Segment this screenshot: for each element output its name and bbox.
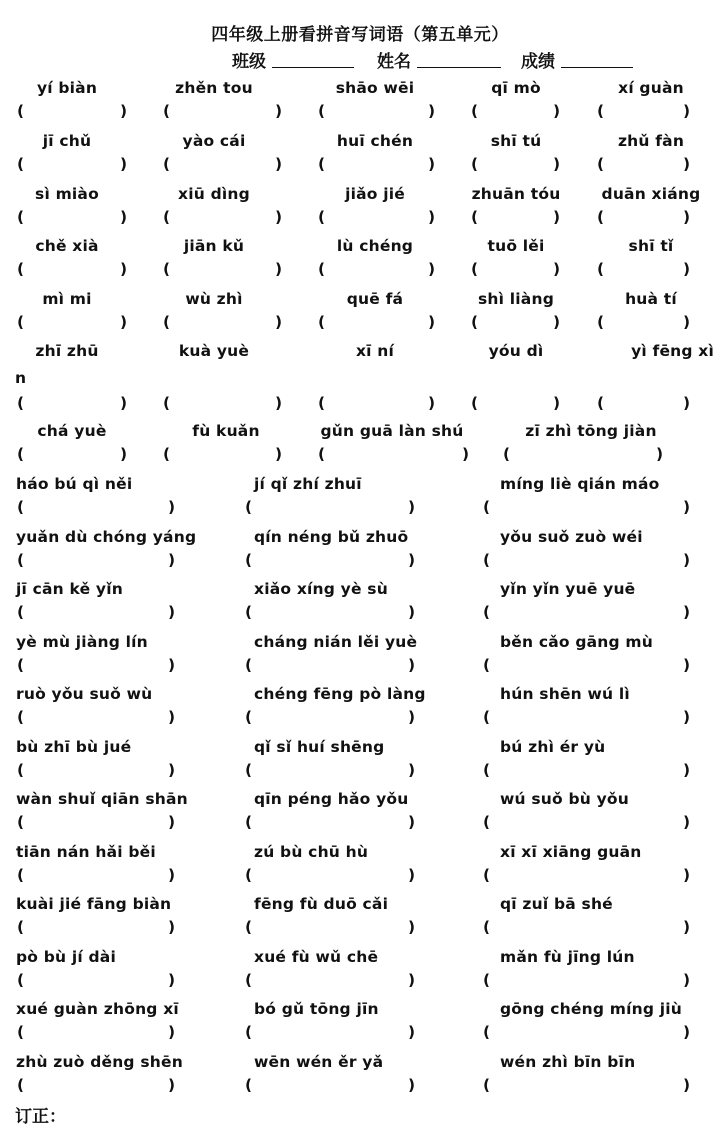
pinyin-word: kuài jié fāng biàn <box>16 895 172 913</box>
answer-box-open-paren: ( <box>17 970 25 989</box>
answer-box-open-paren: ( <box>245 813 253 831</box>
answer-box-answer-close-paren[interactable]: ) <box>168 1075 176 1094</box>
answer-box-answer-close-paren[interactable]: ) <box>168 550 176 569</box>
pinyin-word: mì mi <box>42 290 92 308</box>
answer-box-answer-close-paren[interactable]: ) <box>683 603 691 621</box>
answer-box-open-paren: ( <box>483 813 491 831</box>
pinyin-word: chě xià <box>35 237 99 255</box>
answer-box-answer-close-paren[interactable]: ) <box>120 445 128 463</box>
answer-box-answer-close-paren[interactable]: ) <box>683 760 691 779</box>
answer-box-open-paren: ( <box>483 970 491 989</box>
answer-box-answer-close-paren[interactable]: ) <box>683 918 691 936</box>
answer-box-open-paren: ( <box>503 445 511 463</box>
answer-box-open-paren: ( <box>245 760 253 779</box>
answer-box-open-paren: ( <box>597 313 605 331</box>
pinyin-word: yè mù jiàng lín <box>16 632 148 651</box>
answer-box-answer-close-paren[interactable]: ) <box>408 603 416 621</box>
answer-box-answer-close-paren[interactable]: ) <box>683 394 691 412</box>
pinyin-word: zhěn tou <box>175 79 253 97</box>
answer-box-open-paren: ( <box>471 155 479 173</box>
answer-box-answer-close-paren[interactable]: ) <box>408 1075 416 1094</box>
pinyin-word: ruò yǒu suǒ wù <box>16 685 153 703</box>
answer-box-answer-close-paren[interactable]: ) <box>683 102 691 120</box>
answer-box-open-paren: ( <box>17 498 25 516</box>
answer-box-open-paren: ( <box>17 260 25 278</box>
answer-box-answer-close-paren[interactable]: ) <box>553 313 561 331</box>
answer-box-open-paren: ( <box>483 1075 491 1094</box>
name-label: 姓名 <box>377 52 411 72</box>
pinyin-word: wēn wén ěr yǎ <box>254 1052 384 1071</box>
pinyin-word: zhù zuò děng shēn <box>16 1052 183 1071</box>
answer-box-open-paren: ( <box>483 708 491 726</box>
page-title: 四年级上册看拼音写词语（第五单元） <box>211 25 509 45</box>
answer-box-open-paren: ( <box>471 313 479 331</box>
pinyin-word: zhī zhū <box>35 342 99 360</box>
answer-box-open-paren: ( <box>318 155 326 173</box>
pinyin-word: bù zhī bù jué <box>16 737 132 756</box>
pinyin-word: qǐ sǐ huí shēng <box>254 737 385 756</box>
answer-box-open-paren: ( <box>163 102 171 120</box>
pinyin-word: huī chén <box>336 132 414 150</box>
answer-box-open-paren: ( <box>17 208 25 226</box>
answer-box-answer-close-paren[interactable]: ) <box>168 498 176 516</box>
answer-box-answer-close-paren[interactable]: ) <box>683 260 691 278</box>
pinyin-word: qín néng bǔ zhuō <box>254 527 409 546</box>
answer-box-open-paren: ( <box>17 445 25 463</box>
correction-label: 订正： <box>15 1107 66 1127</box>
answer-box-answer-close-paren[interactable]: ) <box>683 155 691 173</box>
answer-box-open-paren: ( <box>17 550 25 569</box>
answer-box-answer-close-paren[interactable]: ) <box>275 102 283 120</box>
answer-box-answer-close-paren[interactable]: ) <box>275 445 283 463</box>
answer-box-open-paren: ( <box>245 498 253 516</box>
class-blank[interactable] <box>272 67 354 68</box>
answer-box-open-paren: ( <box>245 865 253 884</box>
answer-box-open-paren: ( <box>17 603 25 621</box>
pinyin-word: tiān nán hǎi běi <box>16 842 156 861</box>
name-blank[interactable] <box>417 67 501 68</box>
answer-box-answer-close-paren[interactable]: ) <box>553 102 561 120</box>
pinyin-word: shāo wēi <box>335 79 415 97</box>
answer-box-answer-close-paren[interactable]: ) <box>168 1023 176 1041</box>
answer-box-answer-close-paren[interactable]: ) <box>553 155 561 173</box>
pinyin-word: wén zhì bīn bīn <box>500 1052 636 1071</box>
answer-box-open-paren: ( <box>17 1023 25 1041</box>
answer-box-answer-close-paren[interactable]: ) <box>408 655 416 674</box>
answer-box-open-paren: ( <box>483 865 491 884</box>
answer-box-open-paren: ( <box>17 313 25 331</box>
pinyin-word: shì liàng <box>478 290 554 308</box>
answer-box-answer-close-paren[interactable]: ) <box>656 445 664 463</box>
answer-box-open-paren: ( <box>163 155 171 173</box>
answer-box-answer-close-paren[interactable]: ) <box>120 208 128 226</box>
answer-box-open-paren: ( <box>483 1023 491 1041</box>
answer-box-open-paren: ( <box>163 260 171 278</box>
answer-box-answer-close-paren[interactable]: ) <box>168 655 176 674</box>
answer-box-answer-close-paren[interactable]: ) <box>428 155 436 173</box>
answer-box-open-paren: ( <box>17 655 25 674</box>
pinyin-word: xí guàn <box>618 79 684 97</box>
answer-box-answer-close-paren[interactable]: ) <box>275 208 283 226</box>
answer-box-open-paren: ( <box>17 760 25 779</box>
pinyin-word: duān xiáng <box>601 185 701 203</box>
answer-box-answer-close-paren[interactable]: ) <box>683 655 691 674</box>
answer-box-open-paren: ( <box>483 918 491 936</box>
pinyin-word: zhǔ fàn <box>617 132 685 150</box>
answer-box-open-paren: ( <box>163 445 171 463</box>
pinyin-word: jiān kǔ <box>183 237 245 255</box>
pinyin-word: yuǎn dù chóng yáng <box>16 527 197 546</box>
answer-box-answer-close-paren[interactable]: ) <box>168 865 176 884</box>
answer-box-open-paren: ( <box>245 708 253 726</box>
answer-box-open-paren: ( <box>17 708 25 726</box>
pinyin-word: yí biàn <box>36 79 98 97</box>
answer-box-answer-close-paren[interactable]: ) <box>275 260 283 278</box>
answer-box-open-paren: ( <box>597 394 605 412</box>
answer-box-open-paren: ( <box>245 655 253 674</box>
answer-box-answer-close-paren[interactable]: ) <box>683 865 691 884</box>
answer-box-answer-close-paren[interactable]: ) <box>683 498 691 516</box>
answer-box-answer-close-paren[interactable]: ) <box>408 970 416 989</box>
pinyin-word: qī zuǐ bā shé <box>500 895 613 913</box>
pinyin-word: cháng nián lěi yuè <box>254 632 418 651</box>
pinyin-word: xué guàn zhōng xī <box>16 1000 179 1018</box>
pinyin-word: yì fēng xì <box>631 342 714 360</box>
answer-box-answer-close-paren[interactable]: ) <box>408 1023 416 1041</box>
answer-box-open-paren: ( <box>17 102 25 120</box>
pinyin-word: shī tǐ <box>628 237 674 255</box>
answer-box-answer-close-paren[interactable]: ) <box>168 603 176 621</box>
answer-box-answer-close-paren[interactable]: ) <box>275 313 283 331</box>
score-label: 成绩 <box>521 52 555 72</box>
answer-box-answer-close-paren[interactable]: ) <box>683 550 691 569</box>
answer-box-open-paren: ( <box>483 498 491 516</box>
answer-box-answer-close-paren[interactable]: ) <box>683 208 691 226</box>
pinyin-word: zhuān tóu <box>471 185 561 203</box>
answer-box-answer-close-paren[interactable]: ) <box>168 813 176 831</box>
answer-box-open-paren: ( <box>483 655 491 674</box>
pinyin-word: yóu dì <box>488 342 544 360</box>
answer-box-answer-close-paren[interactable]: ) <box>275 155 283 173</box>
answer-box-open-paren: ( <box>597 208 605 226</box>
pinyin-word: gǔn guā làn shú <box>320 422 464 440</box>
answer-box-open-paren: ( <box>17 155 25 173</box>
pinyin-word: huà tí <box>625 290 677 308</box>
answer-box-answer-close-paren[interactable]: ) <box>683 1023 691 1041</box>
answer-box-open-paren: ( <box>471 394 479 412</box>
pinyin-word: wù zhì <box>185 290 243 308</box>
pinyin-word: jí qǐ zhí zhuī <box>254 475 362 493</box>
score-blank[interactable] <box>561 67 633 68</box>
answer-box-answer-close-paren[interactable]: ) <box>683 1075 691 1094</box>
answer-box-answer-close-paren[interactable]: ) <box>553 394 561 412</box>
answer-box-open-paren: ( <box>318 394 326 412</box>
pinyin-word: běn cǎo gāng mù <box>500 632 653 651</box>
answer-box-open-paren: ( <box>245 970 253 989</box>
answer-box-answer-close-paren[interactable]: ) <box>120 313 128 331</box>
answer-box-open-paren: ( <box>471 102 479 120</box>
answer-box-answer-close-paren[interactable]: ) <box>275 394 283 412</box>
answer-box-open-paren: ( <box>17 918 25 936</box>
answer-box-answer-close-paren[interactable]: ) <box>683 813 691 831</box>
answer-box-open-paren: ( <box>471 208 479 226</box>
pinyin-word: xī xī xiāng guān <box>500 842 642 861</box>
answer-box-open-paren: ( <box>597 102 605 120</box>
pinyin-word: kuà yuè <box>178 342 250 360</box>
pinyin-word: quē fá <box>346 290 404 308</box>
answer-box-open-paren: ( <box>483 760 491 779</box>
pinyin-word: yǐn yǐn yuē yuē <box>500 580 636 598</box>
pinyin-word: xī ní <box>355 342 395 360</box>
answer-box-open-paren: ( <box>245 550 253 569</box>
pinyin-word: qīn péng hǎo yǒu <box>254 790 409 808</box>
pinyin-word: zī zhì tōng jiàn <box>525 422 657 440</box>
pinyin-word: míng liè qián máo <box>500 475 660 493</box>
answer-box-answer-close-paren[interactable]: ) <box>408 550 416 569</box>
pinyin-word: jī chǔ <box>42 132 92 150</box>
answer-box-answer-close-paren[interactable]: ) <box>408 760 416 779</box>
answer-box-answer-close-paren[interactable]: ) <box>428 102 436 120</box>
answer-box-answer-close-paren[interactable]: ) <box>553 208 561 226</box>
answer-box-answer-close-paren[interactable]: ) <box>168 970 176 989</box>
answer-box-open-paren: ( <box>17 1075 25 1094</box>
answer-box-open-paren: ( <box>597 260 605 278</box>
pinyin-word: xué fù wǔ chē <box>254 947 379 966</box>
pinyin-wrap-tail: n <box>15 369 27 387</box>
pinyin-word: qī mò <box>491 79 541 97</box>
answer-box-answer-close-paren[interactable]: ) <box>683 313 691 331</box>
answer-box-open-paren: ( <box>318 445 326 463</box>
answer-box-answer-close-paren[interactable]: ) <box>120 394 128 412</box>
class-label: 班级 <box>232 52 266 72</box>
answer-box-open-paren: ( <box>245 1075 253 1094</box>
answer-box-open-paren: ( <box>245 918 253 936</box>
answer-box-open-paren: ( <box>17 813 25 831</box>
answer-box-open-paren: ( <box>318 102 326 120</box>
answer-box-answer-close-paren[interactable]: ) <box>120 155 128 173</box>
answer-box-open-paren: ( <box>17 865 25 884</box>
answer-box-answer-close-paren[interactable]: ) <box>428 260 436 278</box>
answer-box-open-paren: ( <box>597 155 605 173</box>
pinyin-word: fù kuǎn <box>192 422 260 440</box>
answer-box-open-paren: ( <box>483 550 491 569</box>
answer-box-answer-close-paren[interactable]: ) <box>120 260 128 278</box>
pinyin-word: pò bù jí dài <box>16 947 116 966</box>
answer-box-answer-close-paren[interactable]: ) <box>408 918 416 936</box>
answer-box-answer-close-paren[interactable]: ) <box>553 260 561 278</box>
answer-box-answer-close-paren[interactable]: ) <box>168 760 176 779</box>
pinyin-word: xiū dìng <box>178 185 250 203</box>
pinyin-word: wú suǒ bù yǒu <box>500 790 629 808</box>
answer-box-open-paren: ( <box>318 313 326 331</box>
pinyin-word: tuō lěi <box>487 237 545 255</box>
pinyin-word: sì miào <box>35 185 99 203</box>
answer-box-answer-close-paren[interactable]: ) <box>408 813 416 831</box>
answer-box-answer-close-paren[interactable]: ) <box>408 865 416 884</box>
answer-box-open-paren: ( <box>483 603 491 621</box>
answer-box-answer-close-paren[interactable]: ) <box>408 498 416 516</box>
pinyin-word: shī tú <box>490 132 542 150</box>
answer-box-answer-close-paren[interactable]: ) <box>683 970 691 989</box>
pinyin-word: yǒu suǒ zuò wéi <box>500 527 643 546</box>
pinyin-word: hún shēn wú lì <box>500 685 630 703</box>
answer-box-open-paren: ( <box>318 208 326 226</box>
answer-box-open-paren: ( <box>163 313 171 331</box>
answer-box-answer-close-paren[interactable]: ) <box>168 708 176 726</box>
pinyin-word: háo bú qì něi <box>16 475 133 493</box>
pinyin-word: chéng fēng pò làng <box>254 685 426 703</box>
answer-box-answer-close-paren[interactable]: ) <box>683 708 691 726</box>
pinyin-word: xiǎo xíng yè sù <box>254 580 388 598</box>
answer-box-answer-close-paren[interactable]: ) <box>168 918 176 936</box>
answer-box-answer-close-paren[interactable]: ) <box>428 313 436 331</box>
answer-box-open-paren: ( <box>471 260 479 278</box>
answer-box-answer-close-paren[interactable]: ) <box>408 708 416 726</box>
pinyin-word: bú zhì ér yù <box>500 737 606 756</box>
pinyin-word: wàn shuǐ qiān shān <box>16 790 188 808</box>
pinyin-word: jiǎo jié <box>345 185 405 203</box>
answer-box-answer-close-paren[interactable]: ) <box>428 208 436 226</box>
pinyin-word: jī cān kě yǐn <box>16 580 123 598</box>
answer-box-open-paren: ( <box>318 260 326 278</box>
pinyin-word: bó gǔ tōng jīn <box>254 1000 379 1018</box>
pinyin-word: mǎn fù jīng lún <box>500 947 635 966</box>
answer-box-answer-close-paren[interactable]: ) <box>120 102 128 120</box>
answer-box-open-paren: ( <box>245 603 253 621</box>
pinyin-word: chá yuè <box>37 422 107 440</box>
pinyin-word: gōng chéng míng jiù <box>500 1000 682 1018</box>
pinyin-word: yào cái <box>182 132 246 150</box>
pinyin-word: fēng fù duō cǎi <box>254 895 389 913</box>
answer-box-open-paren: ( <box>245 1023 253 1041</box>
answer-box-answer-close-paren[interactable]: ) <box>462 445 470 463</box>
answer-box-open-paren: ( <box>163 394 171 412</box>
answer-box-answer-close-paren[interactable]: ) <box>428 394 436 412</box>
answer-box-open-paren: ( <box>17 394 25 412</box>
pinyin-word: lù chéng <box>336 237 414 255</box>
pinyin-word: zú bù chū hù <box>254 842 369 861</box>
answer-box-open-paren: ( <box>163 208 171 226</box>
